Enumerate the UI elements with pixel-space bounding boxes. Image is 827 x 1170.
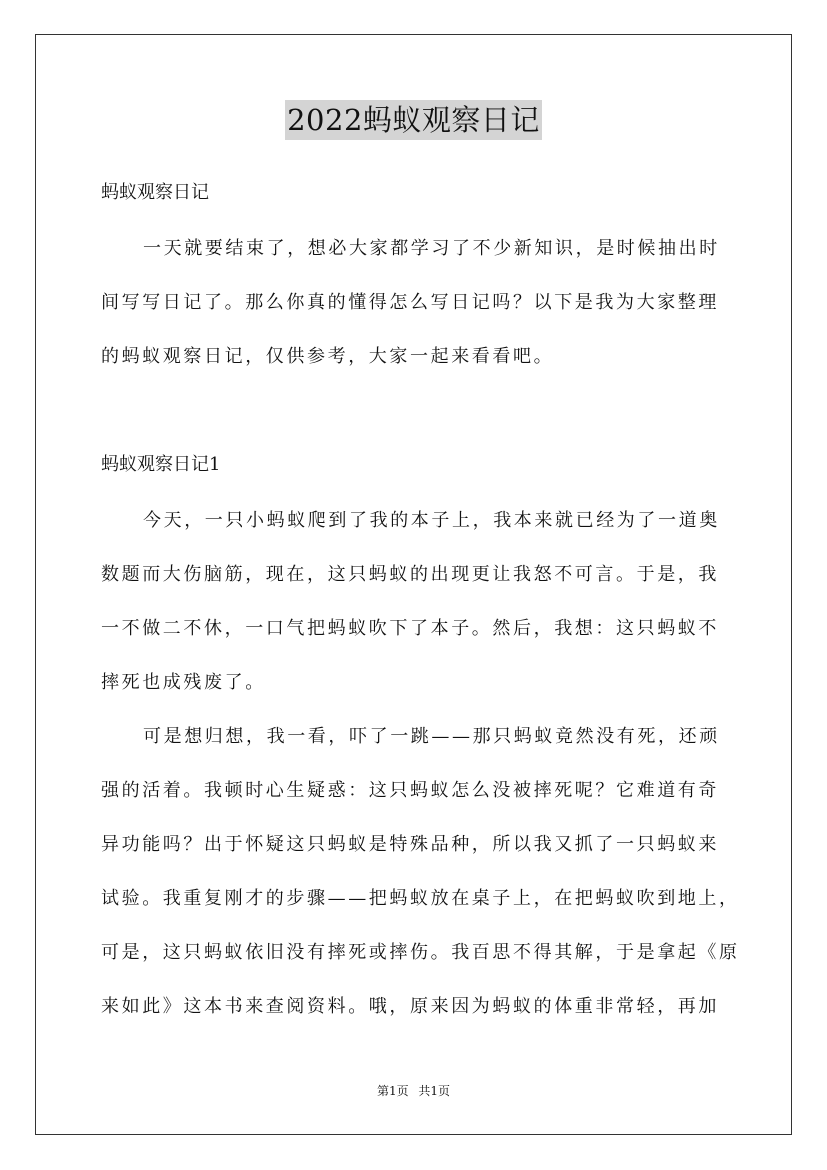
document-title: 2022蚂蚁观察日记 [285, 100, 542, 140]
title-container [0, 100, 827, 140]
paragraph-line: 的蚂蚁观察日记，仅供参考，大家一起来看看吧。 [101, 346, 555, 367]
paragraph-line: 今天，一只小蚂蚁爬到了我的本子上，我本来就已经为了一道奥 [143, 510, 720, 531]
paragraph-line: 异功能吗？出于怀疑这只蚂蚁是特殊品种，所以我又抓了一只蚂蚁来 [101, 834, 719, 855]
page-number: 第1页 [376, 1084, 409, 1098]
paragraph-line: 一天就要结束了，想必大家都学习了不少新知识，是时候抽出时 [143, 238, 720, 259]
paragraph-line: 强的活着。我顿时心生疑惑：这只蚂蚁怎么没被摔死呢？它难道有奇 [101, 780, 719, 801]
intro-heading: 蚂蚁观察日记 [101, 182, 209, 203]
section-heading: 蚂蚁观察日记1 [101, 454, 221, 475]
page-footer [0, 1083, 827, 1099]
total-pages: 共1页 [418, 1084, 451, 1098]
paragraph-line: 一不做二不休，一口气把蚂蚁吹下了本子。然后，我想：这只蚂蚁不 [101, 618, 719, 639]
paragraph-line: 可是想归想，我一看，吓了一跳——那只蚂蚁竟然没有死，还顽 [143, 726, 720, 747]
body-paragraph-2 [101, 710, 741, 1034]
paragraph-line: 试验。我重复刚才的步骤——把蚂蚁放在桌子上，在把蚂蚁吹到地上， [101, 888, 740, 909]
paragraph-line: 数题而大伤脑筋，现在，这只蚂蚁的出现更让我怒不可言。于是，我 [101, 564, 719, 585]
body-paragraph-1 [101, 494, 741, 710]
intro-paragraph [101, 222, 741, 384]
paragraph-line: 摔死也成残废了。 [101, 672, 266, 693]
paragraph-line: 来如此》这本书来查阅资料。哦，原来因为蚂蚁的体重非常轻，再加 [101, 996, 719, 1017]
paragraph-line: 间写写日记了。那么你真的懂得怎么写日记吗？以下是我为大家整理 [101, 292, 719, 313]
paragraph-line: 可是，这只蚂蚁依旧没有摔死或摔伤。我百思不得其解，于是拿起《原 [101, 942, 740, 963]
